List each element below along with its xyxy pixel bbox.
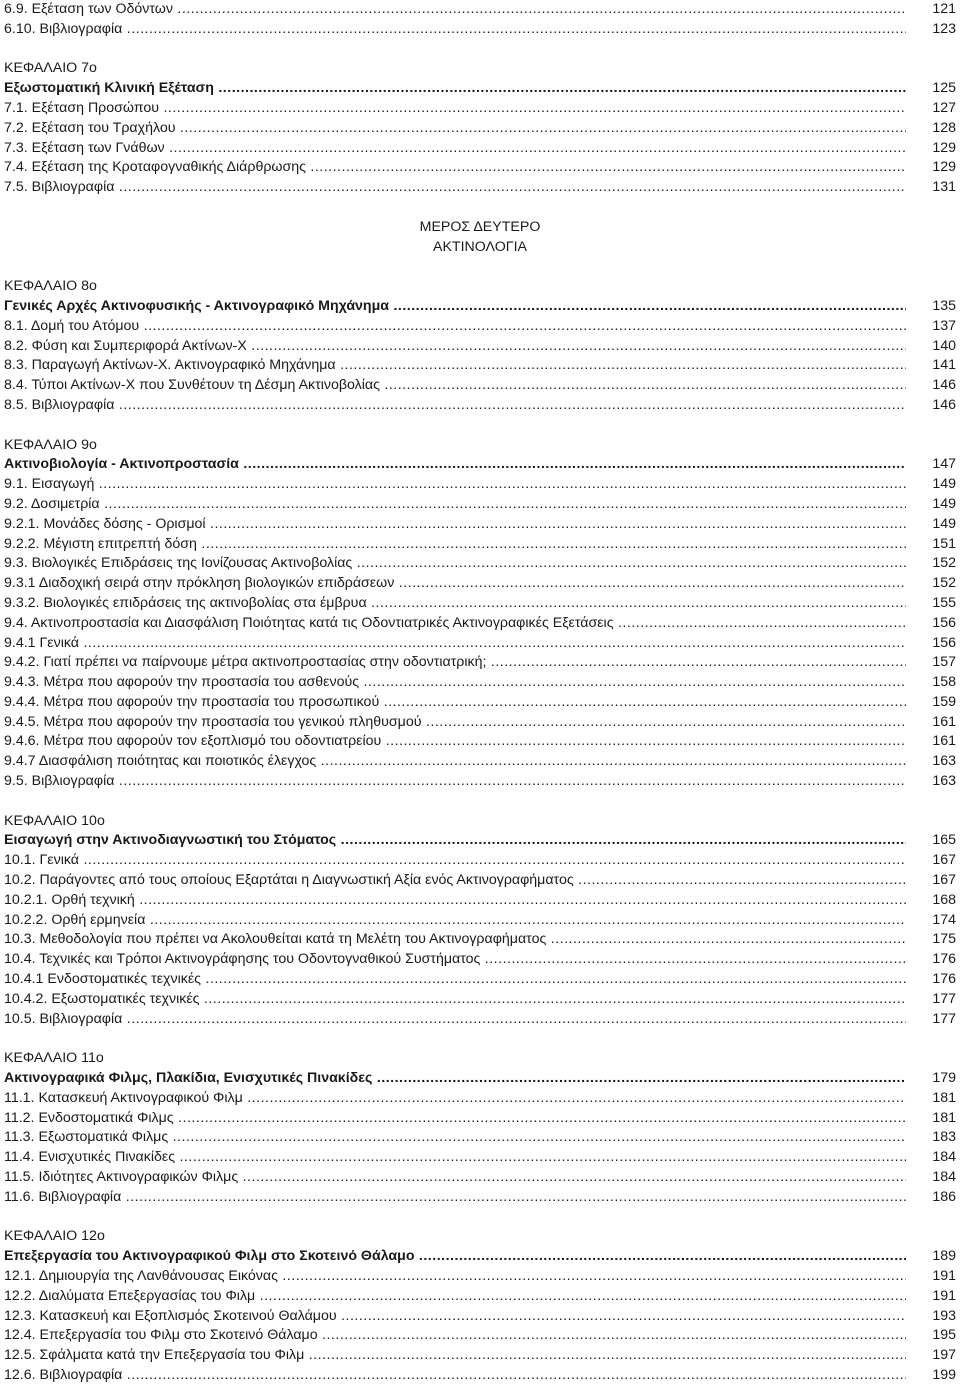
entry-title: 12.3. Κατασκευή και Εξοπλισμός Σκοτεινού Θαλάμου ..... bbox=[4, 1307, 906, 1327]
page-number: 151 bbox=[932, 535, 956, 552]
toc-entry bbox=[0, 119, 960, 139]
page-number: 149 bbox=[932, 515, 956, 532]
entry-title: 10.2.2. Ορθή ερμηνεία ..... bbox=[4, 911, 906, 931]
toc-entry bbox=[0, 574, 960, 594]
page-number: 191 bbox=[932, 1287, 956, 1304]
entry-title: 12.5. Σφάλματα κατά την Επεξεργασία του Φιλμ ..... bbox=[4, 1346, 906, 1366]
toc-entry bbox=[0, 1287, 960, 1307]
entry-title: 9.3. Βιολογικές Επιδράσεις της Ιονίζουσας Ακτινοβολίας ..... bbox=[4, 554, 906, 574]
page-number: 174 bbox=[932, 911, 956, 928]
page-number: 157 bbox=[932, 654, 956, 671]
entry-title: 9.2.1. Μονάδες δόσης - Ορισμοί ..... bbox=[4, 515, 906, 535]
page-number: 159 bbox=[932, 693, 956, 710]
page-number: 197 bbox=[932, 1347, 956, 1364]
page-number: 146 bbox=[932, 377, 956, 394]
toc-entry bbox=[0, 772, 960, 792]
entry-title: 9.2. Δοσιμετρία ..... bbox=[4, 495, 906, 515]
entry-title: 9.4.6. Μέτρα που αφορούν τον εξοπλισμό του οδοντιατρείου ..... bbox=[4, 732, 906, 752]
toc-entry bbox=[0, 1307, 960, 1327]
page-number: 149 bbox=[932, 495, 956, 512]
page-number: 176 bbox=[932, 971, 956, 988]
toc-entry bbox=[0, 990, 960, 1010]
page-number: 147 bbox=[932, 456, 956, 473]
entry-title: 7.4. Εξέταση της Κροταφογναθικής Διάρθρωσης ..... bbox=[4, 158, 906, 178]
entry-title: 9.3.1 Διαδοχική σειρά στην πρόκληση βιολογικών επιδράσεων ..... bbox=[4, 574, 906, 594]
page-number: 177 bbox=[932, 1010, 956, 1027]
toc-entry bbox=[0, 752, 960, 772]
toc-entry bbox=[0, 317, 960, 337]
toc-entry bbox=[0, 20, 960, 40]
page-number: 184 bbox=[932, 1149, 956, 1166]
toc-entry bbox=[0, 713, 960, 733]
page-number: 167 bbox=[932, 872, 956, 889]
page-number: 168 bbox=[932, 891, 956, 908]
toc-entry bbox=[0, 911, 960, 931]
entry-title: 12.2. Διαλύματα Επεξεργασίας του Φιλμ ..... bbox=[4, 1287, 906, 1307]
toc-entry bbox=[0, 396, 960, 416]
page-number: 135 bbox=[932, 297, 956, 314]
entry-title: 10.4.1 Ενδοστοματικές τεχνικές ..... bbox=[4, 970, 906, 990]
spacer bbox=[0, 198, 960, 218]
entry-title: Εξωστοματική Κλινική Εξέταση ..... bbox=[4, 79, 906, 99]
entry-title: 9.4.7 Διασφάλιση ποιότητας και ποιοτικός έλεγχος ..... bbox=[4, 752, 906, 772]
page-number: 128 bbox=[932, 119, 956, 136]
toc-entry bbox=[0, 673, 960, 693]
chapter-heading: ΚΕΦΑΛΑΙΟ 11ο bbox=[4, 1050, 104, 1067]
toc-entry bbox=[0, 475, 960, 495]
toc-entry bbox=[0, 356, 960, 376]
entry-title: 9.3.2. Βιολογικές επιδράσεις της ακτινοβολίας στα έμβρυα ..... bbox=[4, 594, 906, 614]
entry-title: 7.1. Εξέταση Προσώπου ..... bbox=[4, 99, 906, 119]
page-number: 176 bbox=[932, 951, 956, 968]
page-number: 193 bbox=[932, 1307, 956, 1324]
entry-title: 11.2. Ενδοστοματικά Φιλμς ..... bbox=[4, 1109, 906, 1129]
part-heading: ΑΚΤΙΝΟΛΟΓΙΑ bbox=[433, 238, 527, 255]
entry-title: 10.3. Μεθοδολογία που πρέπει να Ακολουθείται κατά τη Μελέτη του Ακτινογραφήματος ..... bbox=[4, 930, 906, 950]
chapter-title-entry bbox=[0, 1069, 960, 1089]
toc-entry bbox=[0, 1267, 960, 1287]
entry-title: 8.1. Δομή του Ατόμου ..... bbox=[4, 317, 906, 337]
entry-title: 12.6. Βιβλιογραφία ..... bbox=[4, 1366, 906, 1386]
entry-title: 10.2.1. Ορθή τεχνική ..... bbox=[4, 891, 906, 911]
page-number: 165 bbox=[932, 832, 956, 849]
page-number: 167 bbox=[932, 852, 956, 869]
page-number: 163 bbox=[932, 773, 956, 790]
page-number: 181 bbox=[932, 1109, 956, 1126]
entry-title: 8.3. Παραγωγή Ακτίνων-Χ. Ακτινογραφικό Μηχάνημα ..... bbox=[4, 356, 906, 376]
toc-entry bbox=[0, 851, 960, 871]
part-heading: ΜΕΡΟΣ ΔΕΥΤΕΡΟ bbox=[419, 218, 541, 235]
entry-title: 6.9. Εξέταση των Οδόντων ..... bbox=[4, 0, 906, 20]
entry-title: 9.1. Εισαγωγή ..... bbox=[4, 475, 906, 495]
entry-title: Εισαγωγή στην Ακτινοδιαγνωστική του Στόματος ..... bbox=[4, 831, 906, 851]
page-number: 146 bbox=[932, 396, 956, 413]
entry-title: 10.4.2. Εξωστοματικές τεχνικές ..... bbox=[4, 990, 906, 1010]
page-number: 189 bbox=[932, 1248, 956, 1265]
page-number: 179 bbox=[932, 1070, 956, 1087]
page-number: 158 bbox=[932, 674, 956, 691]
page-number: 183 bbox=[932, 1129, 956, 1146]
toc-entry bbox=[0, 1109, 960, 1129]
entry-title: 11.5. Ιδιότητες Ακτινογραφικών Φιλμς ..... bbox=[4, 1168, 906, 1188]
toc-entry bbox=[0, 871, 960, 891]
toc-entry bbox=[0, 950, 960, 970]
toc-entry bbox=[0, 99, 960, 119]
entry-title: 7.3. Εξέταση των Γνάθων ..... bbox=[4, 139, 906, 159]
page-number: 161 bbox=[932, 733, 956, 750]
entry-title: Ακτινοβιολογία - Ακτινοπροστασία ..... bbox=[4, 455, 906, 475]
toc-entry bbox=[0, 693, 960, 713]
page-number: 129 bbox=[932, 139, 956, 156]
entry-title: 9.4.3. Μέτρα που αφορούν την προστασία του ασθενούς ..... bbox=[4, 673, 906, 693]
toc-entry bbox=[0, 1128, 960, 1148]
chapter-heading: ΚΕΦΑΛΑΙΟ 7ο bbox=[4, 60, 97, 77]
page-number: 181 bbox=[932, 1089, 956, 1106]
toc-entry bbox=[0, 732, 960, 752]
page-number: 161 bbox=[932, 713, 956, 730]
spacer bbox=[0, 40, 960, 60]
entry-title: 8.4. Τύποι Ακτίνων-Χ που Συνθέτουν τη Δέσμη Ακτινοβολίας ..... bbox=[4, 376, 906, 396]
page-number: 131 bbox=[932, 179, 956, 196]
toc-entry bbox=[0, 1168, 960, 1188]
entry-title: 6.10. Βιβλιογραφία ..... bbox=[4, 20, 906, 40]
page-number: 156 bbox=[932, 634, 956, 651]
page-number: 121 bbox=[932, 1, 956, 17]
entry-title: Επεξεργασία του Ακτινογραφικού Φιλμ στο Σκοτεινό Θάλαμο ..... bbox=[4, 1247, 906, 1267]
entry-title: 12.1. Δημιουργία της Λανθάνουσας Εικόνας ..... bbox=[4, 1267, 906, 1287]
entry-title: 10.1. Γενικά ..... bbox=[4, 851, 906, 871]
chapter-heading: ΚΕΦΑΛΑΙΟ 9ο bbox=[4, 436, 97, 453]
entry-title: 10.5. Βιβλιογραφία ..... bbox=[4, 1010, 906, 1030]
page-number: 199 bbox=[932, 1366, 956, 1383]
page-number: 152 bbox=[932, 575, 956, 592]
entry-title: Ακτινογραφικά Φιλμς, Πλακίδια, Ενισχυτικές Πινακίδες ..... bbox=[4, 1069, 906, 1089]
chapter-heading: ΚΕΦΑΛΑΙΟ 12ο bbox=[4, 1228, 105, 1245]
entry-title: Γενικές Αρχές Ακτινοφυσικής - Ακτινογραφικό Μηχάνημα ..... bbox=[4, 297, 906, 317]
toc-entry bbox=[0, 1326, 960, 1346]
spacer bbox=[0, 792, 960, 812]
toc-entry bbox=[0, 178, 960, 198]
page-number: 152 bbox=[932, 555, 956, 572]
page-number: 184 bbox=[932, 1169, 956, 1186]
toc-entry bbox=[0, 535, 960, 555]
toc-entry bbox=[0, 1346, 960, 1366]
spacer bbox=[0, 257, 960, 277]
page-number: 186 bbox=[932, 1188, 956, 1205]
page-number: 195 bbox=[932, 1327, 956, 1344]
entry-title: 12.4. Επεξεργασία του Φιλμ στο Σκοτεινό Θάλαμο ..... bbox=[4, 1326, 906, 1346]
toc-entry bbox=[0, 930, 960, 950]
page-number: 149 bbox=[932, 476, 956, 493]
entry-title: 10.4. Τεχνικές και Τρόποι Ακτινογράφησης του Οδοντογναθικού Συστήματος ..... bbox=[4, 950, 906, 970]
chapter-title-entry bbox=[0, 297, 960, 317]
toc-entry bbox=[0, 891, 960, 911]
entry-title: 9.4. Ακτινοπροστασία και Διασφάλιση Ποιότητας κατά τις Οδοντιατρικές Ακτινογραφικές Εξετάσεις ..... bbox=[4, 614, 906, 634]
entry-title: 11.6. Βιβλιογραφία ..... bbox=[4, 1188, 906, 1208]
page-number: 125 bbox=[932, 80, 956, 97]
toc-entry bbox=[0, 376, 960, 396]
page-number: 123 bbox=[932, 20, 956, 37]
toc-entry bbox=[0, 653, 960, 673]
toc-entry bbox=[0, 1366, 960, 1386]
toc-entry bbox=[0, 158, 960, 178]
entry-title: 11.1. Κατασκευή Ακτινογραφικού Φιλμ ..... bbox=[4, 1089, 906, 1109]
chapter-heading: ΚΕΦΑΛΑΙΟ 8ο bbox=[4, 278, 97, 295]
entry-title: 9.4.4. Μέτρα που αφορούν την προστασία του προσωπικού ..... bbox=[4, 693, 906, 713]
entry-title: 11.4. Ενισχυτικές Πινακίδες ..... bbox=[4, 1148, 906, 1168]
page-number: 156 bbox=[932, 614, 956, 631]
page-number: 141 bbox=[932, 357, 956, 374]
toc-entry bbox=[0, 0, 960, 20]
toc-entry bbox=[0, 495, 960, 515]
page-number: 140 bbox=[932, 337, 956, 354]
toc-entry bbox=[0, 634, 960, 654]
page-number: 163 bbox=[932, 753, 956, 770]
page-number: 129 bbox=[932, 159, 956, 176]
spacer bbox=[0, 1029, 960, 1049]
spacer bbox=[0, 1208, 960, 1228]
page-number: 177 bbox=[932, 990, 956, 1007]
toc-entry bbox=[0, 970, 960, 990]
entry-title: 8.2. Φύση και Συμπεριφορά Ακτίνων-Χ ..... bbox=[4, 337, 906, 357]
entry-title: 7.5. Βιβλιογραφία ..... bbox=[4, 178, 906, 198]
entry-title: 9.4.2. Γιατί πρέπει να παίρνουμε μέτρα ακτινοπροστασίας στην οδοντιατρική; ..... bbox=[4, 653, 906, 673]
toc-entry bbox=[0, 515, 960, 535]
toc-entry bbox=[0, 337, 960, 357]
chapter-title-entry bbox=[0, 455, 960, 475]
toc-entry bbox=[0, 139, 960, 159]
entry-title: 8.5. Βιβλιογραφία ..... bbox=[4, 396, 906, 416]
toc-entry bbox=[0, 614, 960, 634]
entry-title: 11.3. Εξωστοματικά Φιλμς ..... bbox=[4, 1128, 906, 1148]
spacer bbox=[0, 416, 960, 436]
entry-title: 9.4.5. Μέτρα που αφορούν την προστασία του γενικού πληθυσμού ..... bbox=[4, 713, 906, 733]
entry-title: 10.2. Παράγοντες από τους οποίους Εξαρτάται η Διαγνωστική Αξία ενός Ακτινογραφήματος ..... bbox=[4, 871, 906, 891]
chapter-title-entry bbox=[0, 79, 960, 99]
page-number: 127 bbox=[932, 99, 956, 116]
chapter-heading: ΚΕΦΑΛΑΙΟ 10ο bbox=[4, 812, 105, 829]
entry-title: 9.4.1 Γενικά ..... bbox=[4, 634, 906, 654]
page-number: 155 bbox=[932, 594, 956, 611]
toc-entry bbox=[0, 1188, 960, 1208]
entry-title: 7.2. Εξέταση του Τραχήλου ..... bbox=[4, 119, 906, 139]
toc-entry bbox=[0, 1089, 960, 1109]
toc-entry bbox=[0, 1148, 960, 1168]
page-number: 175 bbox=[932, 931, 956, 948]
entry-title: 9.5. Βιβλιογραφία ..... bbox=[4, 772, 906, 792]
toc-entry bbox=[0, 1010, 960, 1030]
chapter-title-entry bbox=[0, 1247, 960, 1267]
entry-title: 9.2.2. Μέγιστη επιτρεπτή δόση ..... bbox=[4, 535, 906, 555]
toc-entry bbox=[0, 554, 960, 574]
toc-entry bbox=[0, 594, 960, 614]
page-number: 137 bbox=[932, 317, 956, 334]
page-number: 191 bbox=[932, 1268, 956, 1284]
chapter-title-entry bbox=[0, 831, 960, 851]
